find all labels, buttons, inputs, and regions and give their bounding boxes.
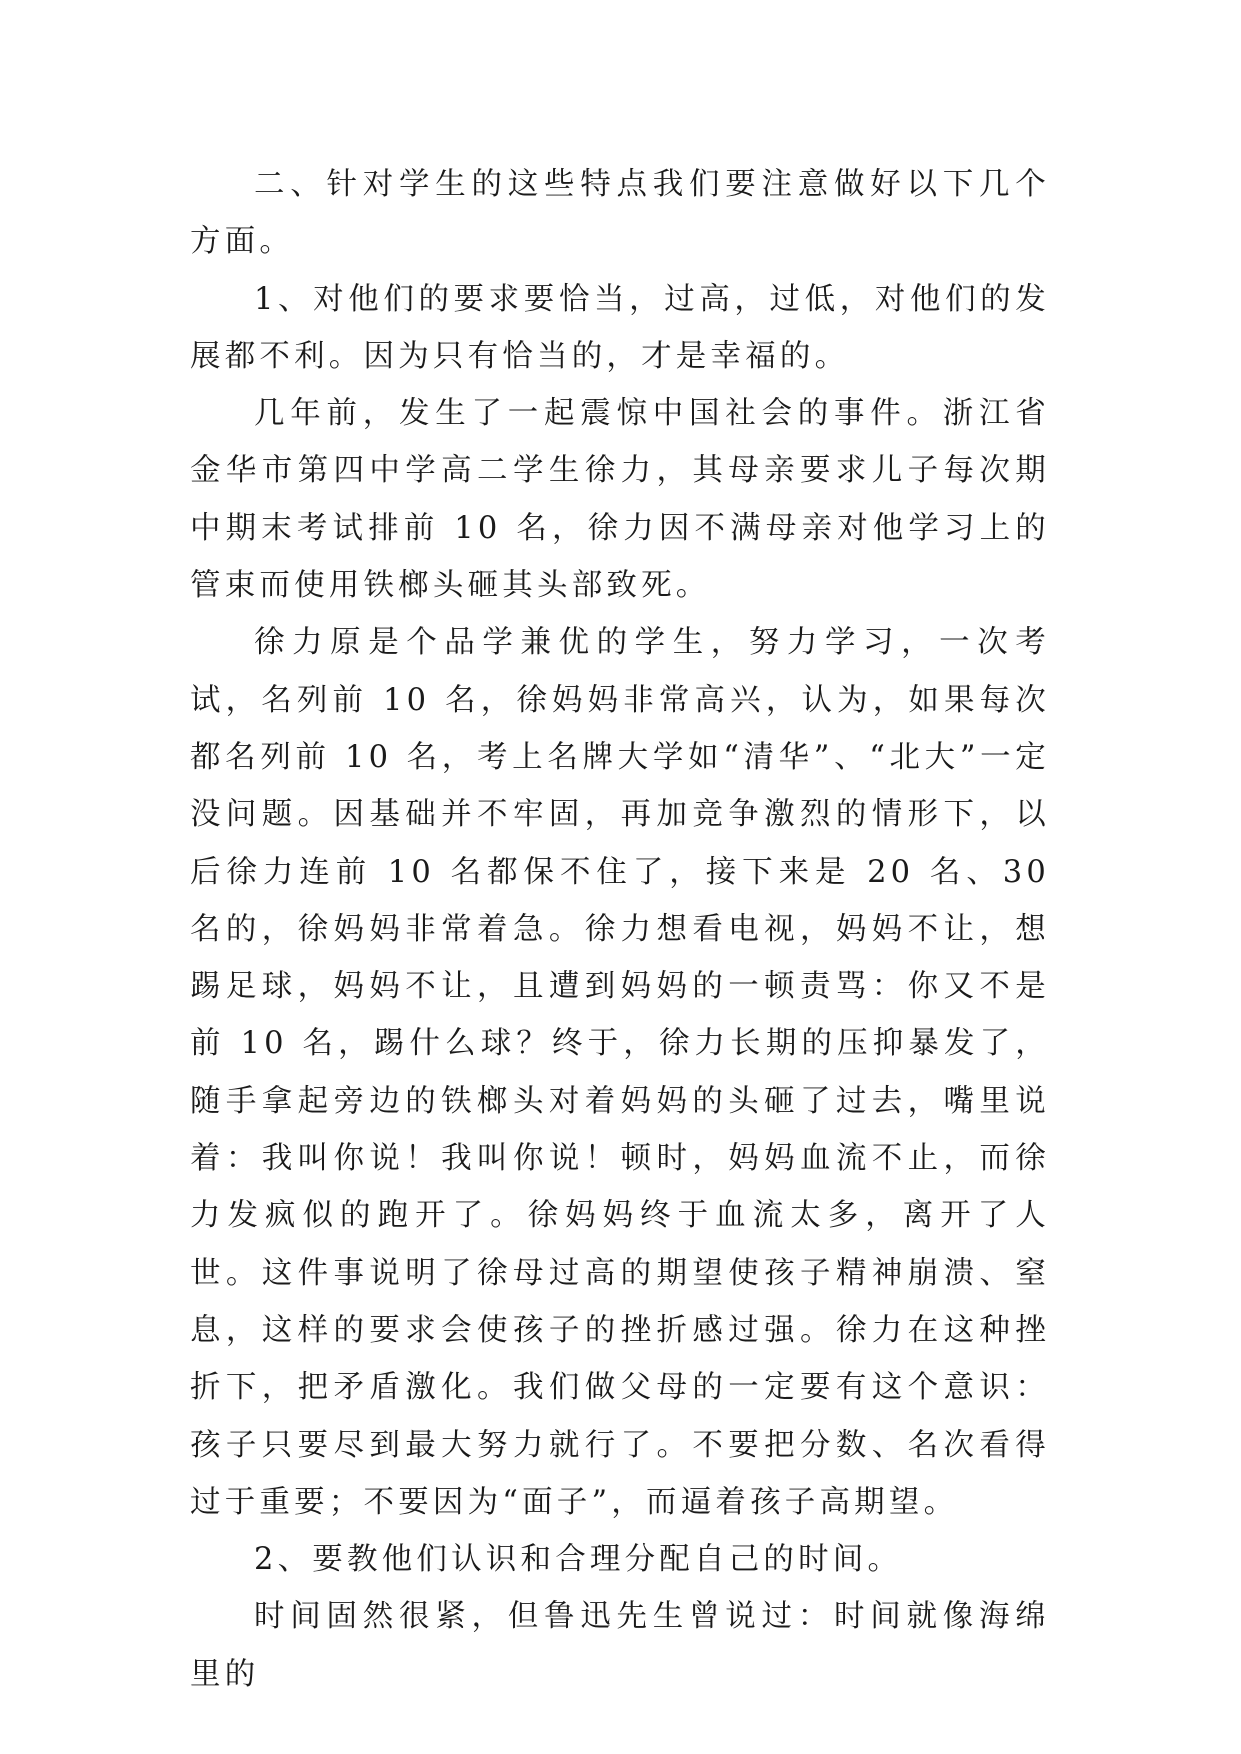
paragraph-point-1: 1、对他们的要求要恰当，过高，过低，对他们的发展都不利。因为只有恰当的，才是幸福的。 [190, 281, 1050, 374]
section-heading: 二、针对学生的这些特点我们要注意做好以下几个方面。 [190, 167, 1050, 260]
paragraph-time: 时间固然很紧，但鲁迅先生曾说过：时间就像海绵里的 [190, 1599, 1050, 1692]
paragraph-case-detail: 徐力原是个品学兼优的学生，努力学习，一次考试，名列前 10 名，徐妈妈非常高兴，认为，如果每次都名列前 10 名，考上名牌大学如“清华”、“北大”一定没问题。因基础并不牢固，再加竞争激烈的情形下，以后徐力连前 10 名都保不住了，接下来是 20 名、30 名的，徐妈妈非常着急。徐力想看电视，妈妈不让，想踢足球，妈妈不让，且遭到妈妈的一顿责骂：你又不是前 10 名，踢什么球？终于，徐力长期的压抑暴发了，随手拿起旁边的铁榔头对着妈妈的头砸了过去，嘴里说着：我叫你说！我叫你说！顿时，妈妈血流不止，而徐力发疯似的跑开了。徐妈妈终于血流太多，离开了人世。这件事说明了徐母过高的期望使孩子精神崩溃、窒息，这样的要求会使孩子的挫折感过强。徐力在这种挫折下，把矛盾激化。我们做父母的一定要有这个意识：孩子只要尽到最大努力就行了。不要把分数、名次看得过于重要；不要因为“面子”，而逼着孩子高期望。 [190, 625, 1050, 1520]
paragraph-point-2: 2、要教他们认识和合理分配自己的时间。 [254, 1542, 903, 1578]
paragraph-case-intro: 几年前，发生了一起震惊中国社会的事件。浙江省金华市第四中学高二学生徐力，其母亲要求儿子每次期中期末考试排前 10 名，徐力因不满母亲对他学习上的管束而使用铁榔头砸其头部致死。 [190, 396, 1050, 604]
document-body [190, 156, 1050, 1703]
